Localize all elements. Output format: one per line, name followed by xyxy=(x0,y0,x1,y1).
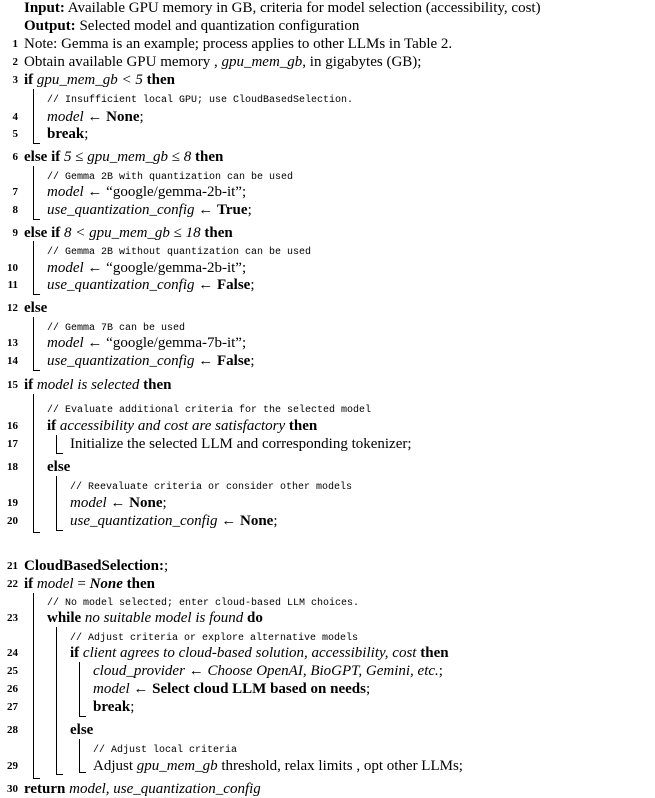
line-number: 9 xyxy=(12,227,18,239)
keyword-text: else xyxy=(47,459,71,475)
keyword-text: else if xyxy=(24,149,64,165)
algorithm-line xyxy=(0,259,655,277)
line-number: 11 xyxy=(7,279,18,291)
variable-text: Choose OpenAI, BioGPT, Gemini, etc. xyxy=(207,663,439,679)
plain-text: ← “google/gemma-7b-it”; xyxy=(83,335,247,351)
algorithm-line xyxy=(0,512,655,530)
block-bracket xyxy=(33,394,40,533)
algorithm-line xyxy=(0,435,655,453)
line-number: 2 xyxy=(12,56,18,68)
variable-text: use_quantization_config xyxy=(47,277,195,293)
line-text xyxy=(47,125,88,143)
variable-text: gpu_mem_gb < 5 xyxy=(36,72,143,88)
algorithm-line xyxy=(0,680,655,698)
line-text xyxy=(47,89,353,110)
line-text xyxy=(24,35,452,53)
line-number: 29 xyxy=(7,760,18,772)
keyword-text: False xyxy=(217,353,251,369)
variable-text: model xyxy=(93,681,130,697)
line-text xyxy=(47,201,252,219)
line-number: 28 xyxy=(7,724,18,736)
line-number: 24 xyxy=(7,647,18,659)
variable-text: model, use_quantization_config xyxy=(69,781,261,797)
plain-text: threshold, relax limits , opt other LLMs; xyxy=(217,758,463,774)
plain-text: Adjust xyxy=(93,758,137,774)
line-number: 18 xyxy=(7,461,18,473)
line-text xyxy=(24,780,261,798)
plain-text: ← xyxy=(129,681,153,697)
variable-text: gpu_mem_gb xyxy=(221,54,303,70)
line-text xyxy=(70,435,412,453)
plain-text: ; xyxy=(365,681,371,697)
line-text xyxy=(93,757,463,775)
plain-text: ; xyxy=(250,277,255,293)
variable-text: use_quantization_config xyxy=(47,353,195,369)
block-bracket xyxy=(79,662,86,717)
line-text xyxy=(47,259,246,277)
line-text xyxy=(47,417,317,435)
line-text xyxy=(47,108,144,126)
variable-text: model xyxy=(47,184,84,200)
line-text xyxy=(47,334,246,352)
variable-text: client agrees to cloud-based solution, accessibility, cost xyxy=(82,645,417,661)
line-number: 25 xyxy=(7,665,18,677)
algorithm-input xyxy=(24,0,541,17)
line-number: 22 xyxy=(7,578,18,590)
algorithm-comment xyxy=(0,317,655,335)
line-number: 27 xyxy=(7,701,18,713)
plain-text: ← “google/gemma-2b-it”; xyxy=(83,184,247,200)
plain-text: ; xyxy=(273,513,278,529)
algorithm-line xyxy=(0,557,655,575)
algorithm-line xyxy=(0,53,655,71)
variable-text: use_quantization_config xyxy=(47,202,195,218)
variable-text: model xyxy=(47,260,84,276)
line-text xyxy=(24,148,223,166)
comment-text: // Reevaluate criteria or consider other models xyxy=(70,482,353,493)
keyword-text: None xyxy=(106,109,140,125)
variable-text: cloud_provider xyxy=(93,663,185,679)
algorithm-line xyxy=(0,376,655,394)
keyword-text: True xyxy=(217,202,248,218)
line-number: 16 xyxy=(7,420,18,432)
algorithm-line xyxy=(0,183,655,201)
plain-text: ; xyxy=(162,495,167,511)
algorithm-comment xyxy=(0,739,655,757)
algorithm-line xyxy=(0,108,655,126)
variable-text: no suitable model is found xyxy=(84,610,244,626)
line-text xyxy=(24,71,175,89)
keyword-text: then xyxy=(416,645,449,661)
block-bracket xyxy=(56,435,63,454)
line-text xyxy=(24,224,233,242)
algorithm-line xyxy=(0,609,655,627)
line-number: 20 xyxy=(7,515,18,527)
line-number: 5 xyxy=(12,128,18,140)
algorithm-line xyxy=(0,334,655,352)
line-text xyxy=(93,698,134,716)
line-number: 15 xyxy=(7,379,18,391)
line-number: 6 xyxy=(12,151,18,163)
algorithm-comment xyxy=(0,89,655,107)
keyword-text: do xyxy=(243,610,263,626)
line-text xyxy=(47,183,246,201)
keyword-text: Select cloud LLM based on needs xyxy=(152,681,366,697)
line-number: 21 xyxy=(7,560,18,572)
algorithm-output xyxy=(24,17,359,35)
line-text xyxy=(47,458,70,476)
block-bracket xyxy=(33,89,40,144)
line-number: 4 xyxy=(12,111,18,123)
line-number: 12 xyxy=(7,302,18,314)
algorithm-comment xyxy=(0,399,655,417)
algorithm-line xyxy=(0,352,655,370)
line-text xyxy=(70,494,167,512)
keyword-text: break xyxy=(47,126,85,142)
algorithm-line xyxy=(0,458,655,476)
algorithm-comment xyxy=(0,592,655,610)
comment-text: // No model selected; enter cloud-based LLM choices. xyxy=(47,598,360,609)
keyword-text: then xyxy=(285,418,318,434)
line-number: 26 xyxy=(7,683,18,695)
line-text xyxy=(24,557,168,575)
line-number: 1 xyxy=(12,38,18,50)
algorithm-line xyxy=(0,148,655,166)
comment-text: // Gemma 2B without quantization can be used xyxy=(47,247,312,258)
block-bracket xyxy=(33,166,40,220)
algorithm-line xyxy=(0,201,655,219)
plain-text: ; xyxy=(438,663,443,679)
line-number: 17 xyxy=(7,438,18,450)
comment-text: // Adjust local criteria xyxy=(93,745,238,756)
plain-text: ← xyxy=(194,202,217,218)
plain-text: ← xyxy=(217,513,240,529)
line-number: 23 xyxy=(7,612,18,624)
plain-text: Note: Gemma is an example; process applies to other LLMs in Table 2. xyxy=(24,36,453,52)
line-number: 19 xyxy=(7,497,18,509)
algorithm-line xyxy=(0,780,655,798)
variable-text: model xyxy=(70,495,107,511)
algorithm-line xyxy=(0,575,655,593)
algorithm-comment xyxy=(0,241,655,259)
line-text xyxy=(70,512,278,530)
line-number: 7 xyxy=(12,186,18,198)
keyword-text: if xyxy=(24,576,37,592)
algorithm-line xyxy=(0,494,655,512)
variable-text: model is selected xyxy=(36,377,140,393)
line-text xyxy=(47,352,255,370)
line-text xyxy=(47,276,255,294)
variable-text: 8 < gpu_mem_gb ≤ 18 xyxy=(63,225,201,241)
output-label: Output: xyxy=(24,18,76,34)
keyword-text: while xyxy=(47,610,85,626)
plain-text: ← xyxy=(83,109,107,125)
line-text xyxy=(24,575,155,593)
line-text xyxy=(93,662,443,680)
line-number: 3 xyxy=(12,74,18,86)
variable-text: 5 ≤ gpu_mem_gb ≤ 8 xyxy=(63,149,192,165)
line-text xyxy=(24,376,171,394)
keyword-text: else xyxy=(70,722,94,738)
algorithm-line xyxy=(0,276,655,294)
keyword-text: if xyxy=(24,377,37,393)
keyword-text: then xyxy=(142,72,175,88)
block-bracket xyxy=(33,241,40,295)
keyword-text: None xyxy=(240,513,274,529)
comment-text: // Gemma 7B can be used xyxy=(47,323,186,334)
algorithm-comment xyxy=(0,627,655,645)
keyword-text: return xyxy=(24,781,70,797)
algorithm-line xyxy=(0,757,655,775)
comment-text: // Insufficient local GPU; use CloudBasedSelection. xyxy=(47,95,354,106)
block-bracket xyxy=(33,317,40,371)
keyword-text: else xyxy=(24,300,48,316)
comment-text: // Evaluate additional criteria for the selected model xyxy=(47,405,372,416)
keyword-text: then xyxy=(122,576,155,592)
keyword-text: None xyxy=(129,495,163,511)
plain-text: ; xyxy=(139,109,144,125)
algorithm-line xyxy=(0,299,655,317)
line-number: 13 xyxy=(7,337,18,349)
plain-text: ← xyxy=(194,277,217,293)
plain-text: Initialize the selected LLM and corresponding tokenizer; xyxy=(70,436,412,452)
plain-text: ; xyxy=(130,699,135,715)
variable-text: accessibility and cost are satisfactory xyxy=(59,418,286,434)
plain-text: ; xyxy=(250,353,255,369)
algorithm-line xyxy=(0,721,655,739)
plain-text: ← xyxy=(184,663,208,679)
line-text xyxy=(24,53,421,71)
keyword-text: None xyxy=(89,576,123,592)
plain-text: ; xyxy=(247,202,252,218)
algorithm-line xyxy=(0,224,655,242)
keyword-text: else if xyxy=(24,225,64,241)
line-text xyxy=(47,609,263,627)
plain-text: ; xyxy=(84,126,89,142)
algorithm-line xyxy=(0,125,655,143)
algorithm-line xyxy=(0,662,655,680)
comment-text: // Adjust criteria or explore alternative models xyxy=(70,633,359,644)
plain-text: ← “google/gemma-2b-it”; xyxy=(83,260,247,276)
input-text: Available GPU memory in GB, criteria for model selection (accessibility, cost) xyxy=(67,0,541,16)
line-number: 30 xyxy=(7,783,18,795)
line-text xyxy=(70,644,449,662)
algorithm-line xyxy=(0,644,655,662)
keyword-text: False xyxy=(217,277,251,293)
block-bracket xyxy=(56,476,63,531)
block-bracket xyxy=(56,627,63,775)
plain-text: ← xyxy=(194,353,217,369)
keyword-text: CloudBasedSelection: xyxy=(24,558,165,574)
keyword-text: then xyxy=(200,225,233,241)
plain-text: = xyxy=(73,576,90,592)
variable-text: use_quantization_config xyxy=(70,513,218,529)
line-text xyxy=(24,299,47,317)
variable-text: model xyxy=(47,109,84,125)
plain-text: Obtain available GPU memory , xyxy=(24,54,222,70)
plain-text: , in gigabytes (GB); xyxy=(302,54,422,70)
line-number: 14 xyxy=(7,355,18,367)
comment-text: // Gemma 2B with quantization can be used xyxy=(47,172,294,183)
line-number: 8 xyxy=(12,204,18,216)
block-bracket xyxy=(79,739,86,773)
algorithm-line xyxy=(0,698,655,716)
input-label: Input: xyxy=(24,0,65,16)
keyword-text: then xyxy=(191,149,224,165)
plain-text: ← xyxy=(106,495,130,511)
block-bracket xyxy=(33,593,40,779)
algorithm-comment xyxy=(0,166,655,184)
variable-text: gpu_mem_gb xyxy=(136,758,218,774)
output-text: Selected model and quantization configuration xyxy=(79,18,360,34)
line-number: 10 xyxy=(7,262,18,274)
algorithm-line xyxy=(0,71,655,89)
keyword-text: then xyxy=(139,377,172,393)
plain-text: ; xyxy=(164,558,169,574)
line-text xyxy=(70,721,93,739)
keyword-text: if xyxy=(70,645,83,661)
keyword-text: if xyxy=(24,72,37,88)
algorithm-comment xyxy=(0,476,655,494)
keyword-text: break xyxy=(93,699,131,715)
variable-text: model xyxy=(47,335,84,351)
keyword-text: if xyxy=(47,418,60,434)
line-text xyxy=(93,680,370,698)
algorithm-line xyxy=(0,35,655,53)
algorithm-line xyxy=(0,417,655,435)
variable-text: model xyxy=(36,576,74,592)
